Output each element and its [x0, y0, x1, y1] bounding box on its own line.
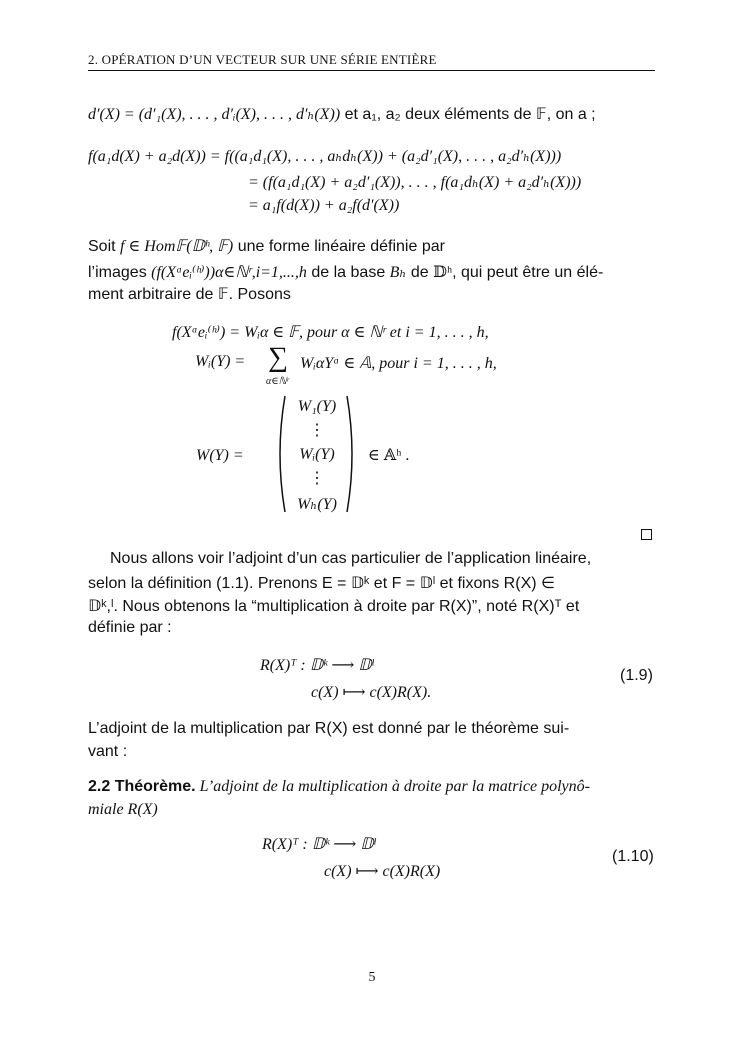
linearity-eq-line2: = (f(a₁d₁(X) + a₂d′₁(X)), . . . , f(a₁dₕ(X) + a₂d′ₕ(X))): [248, 174, 582, 191]
intro-line: [88, 104, 596, 124]
adjoint-line3: 𝔻ᵏ,ˡ. Nous obtenons la “multiplication à droite par R(X)”, noté R(X)ᵀ et: [88, 598, 580, 615]
adjoint-line1: Nous allons voir l’adjoint d’un cas particulier de l’application linéaire,: [110, 550, 592, 567]
vector-entry: W₁(Y): [297, 398, 337, 415]
soit-text-b: une forme linéaire définie par: [233, 238, 445, 255]
posons-row3-lhs: W(Y) =: [196, 447, 244, 464]
theorem-statement-b: miale R(X): [88, 801, 158, 818]
vector-entry: Wᵢ(Y): [299, 446, 335, 463]
linearity-eq-line1: f(a₁d(X) + a₂d(X)) = f((a₁d₁(X), . . . , aₕdₕ(X)) + (a₂d′₁(X), . . . , a₂d′ₕ(X))): [88, 148, 562, 165]
vector-entry: ⋮: [309, 470, 325, 487]
soit-text-f: , qui peut être un élé-: [452, 264, 604, 281]
theorem-label: 2.2 Théorème.: [88, 778, 196, 795]
soit-math-hom: f ∈ Hom𝔽(𝔻ʰ, 𝔽): [120, 238, 234, 255]
soit-math-base: Bₕ: [389, 264, 407, 281]
adjoint-line2: selon la définition (1.1). Prenons E = 𝔻ᵏ et F = 𝔻ˡ et fixons R(X) ∈: [88, 575, 555, 592]
page-number: 5: [368, 970, 376, 985]
eq-1-9-line2: c(X) ⟼ c(X)R(X).: [311, 684, 432, 701]
posons-row1: f(Xᵅeᵢ⁽ʰ⁾) = Wᵢα ∈ 𝔽, pour α ∈ ℕʳ et i = 1, . . . , h,: [172, 324, 489, 341]
eq-1-10-number: (1.10): [612, 848, 654, 865]
posons-row2-lhs: Wᵢ(Y) =: [195, 353, 246, 370]
eq-1-10-line1: R(X)ᵀ : 𝔻ᵏ ⟶ 𝔻ˡ: [262, 836, 376, 853]
soit-text-e: de: [406, 264, 434, 281]
soit-text-c: l’images: [88, 264, 152, 281]
left-paren: [272, 394, 288, 514]
vector-entry: ⋮: [309, 422, 325, 439]
soit-math-images: (f(Xᵅeᵢ⁽ʰ⁾))α∈ℕʳ,i=1,...,h: [151, 264, 307, 281]
soit-math-dh: 𝔻ʰ: [433, 264, 453, 281]
running-header: 2. OPÉRATION D’UN VECTEUR SUR UNE SÉRIE ENTIÈRE: [88, 52, 437, 67]
theorem-statement-a: L’adjoint de la multiplication à droite par la matrice polynô-: [195, 778, 590, 795]
soit-text-a: Soit: [88, 238, 121, 255]
soit-line2: [88, 262, 603, 282]
right-paren: [344, 394, 360, 514]
vector-entry: Wₕ(Y): [297, 496, 337, 513]
intro-math: d′(X) = (d′₁(X), . . . , d′ᵢ(X), . . . , d′ₕ(X)): [88, 106, 341, 123]
theorem-intro-line1: L’adjoint de la multiplication par R(X) est donné par le théorème sui-: [88, 720, 570, 737]
soit-line3: ment arbitraire de 𝔽. Posons: [88, 286, 291, 303]
posons-row3-rhs: ∈ 𝔸ʰ .: [368, 447, 410, 464]
qed-square: [641, 529, 652, 540]
intro-text: et a₁, a₂ deux éléments de 𝔽, on a ;: [340, 106, 596, 123]
sum-symbol: ∑: [268, 342, 288, 373]
header-rule: [88, 70, 655, 71]
theorem-line1: [88, 778, 590, 796]
adjoint-line4: définie par :: [88, 619, 172, 636]
soit-line1: [88, 236, 445, 256]
theorem-intro-line2: vant :: [88, 743, 128, 760]
soit-text-d: de la base: [306, 264, 390, 281]
eq-1-10-line2: c(X) ⟼ c(X)R(X): [324, 863, 441, 880]
sum-subscript: α∈ℕʳ: [266, 376, 289, 387]
eq-1-9-number: (1.9): [620, 667, 653, 684]
posons-row2-rhs: WᵢαYᵅ ∈ 𝔸, pour i = 1, . . . , h,: [300, 355, 497, 372]
eq-1-9-line1: R(X)ᵀ : 𝔻ᵏ ⟶ 𝔻ˡ: [260, 657, 374, 674]
linearity-eq-line3: = a₁f(d(X)) + a₂f(d′(X)): [248, 197, 400, 214]
